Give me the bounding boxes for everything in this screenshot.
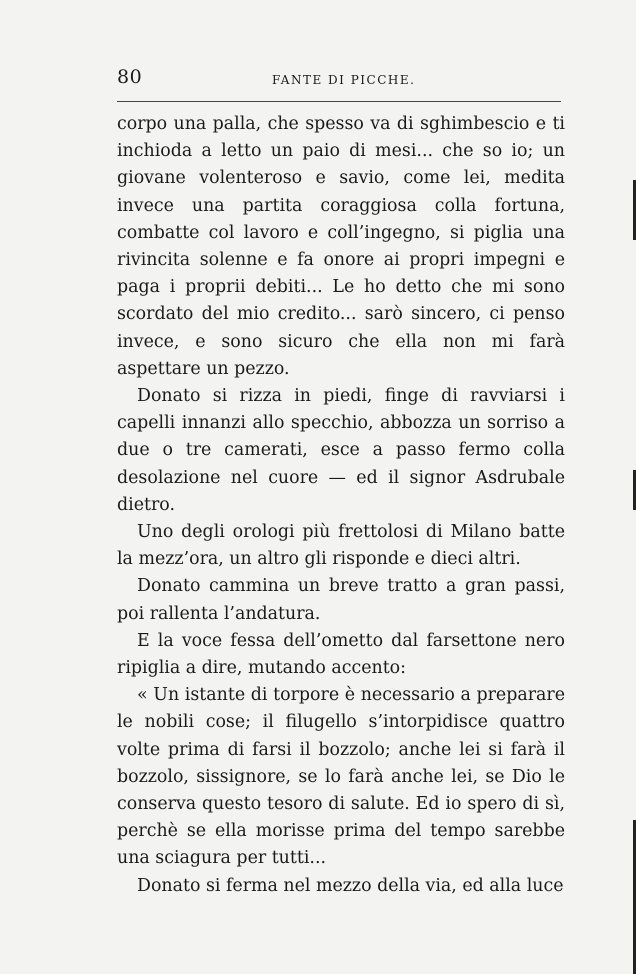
page-number: 80 bbox=[117, 66, 143, 88]
paragraph: Donato si ferma nel mezzo della via, ed alla luce bbox=[137, 875, 564, 896]
header-rule bbox=[117, 101, 561, 102]
page-header bbox=[117, 66, 561, 96]
paragraph: Donato cammina un breve tratto a gran passi, poi rallenta l’andatura. bbox=[117, 576, 565, 624]
paragraph: « Un istante di torpore è necessario a preparare le nobili cose; il filugello s’intorpidisce quattro volte prima di farsi il bozzolo; anche lei si farà il bozzolo, sissignore, se lo farà anche lei, se Dio le conserva questo tesoro di salute. Ed io spero di sì, perchè se ella morisse prima del tempo sarebbe una sciagura per tutti... bbox=[117, 685, 565, 869]
paragraph: Uno degli orologi più frettolosi di Milano batte la mezz’ora, un altro gli risponde e dieci altri. bbox=[117, 522, 565, 570]
paragraph: corpo una palla, che spesso va di sghimbescio e ti inchioda a letto un paio di mesi... che so io; un giovane volenteroso e savio, come lei, medita invece una partita coraggiosa colla fortuna, combatte col lavoro e coll’ingegno, si piglia una rivincita solenne e fa onore ai propri impegni e paga i proprii debiti... Le ho detto che mi sono scordato del mio credito... sarò sincero, ci penso invece, e sono sicuro che ella non mi farà aspettare un pezzo. bbox=[117, 114, 565, 379]
paragraph: Donato si rizza in piedi, finge di ravviarsi i capelli innanzi allo specchio, abbozza un sorriso a due o tre camerati, esce a passo fermo colla desolazione nel cuore — ed il signor Asdrubale dietro. bbox=[117, 386, 565, 515]
body-text bbox=[117, 111, 565, 900]
running-title: FANTE DI PICCHE. bbox=[272, 73, 416, 87]
paragraph: E la voce fessa dell’ometto dal farsettone nero ripiglia a dire, mutando accento: bbox=[117, 630, 565, 679]
